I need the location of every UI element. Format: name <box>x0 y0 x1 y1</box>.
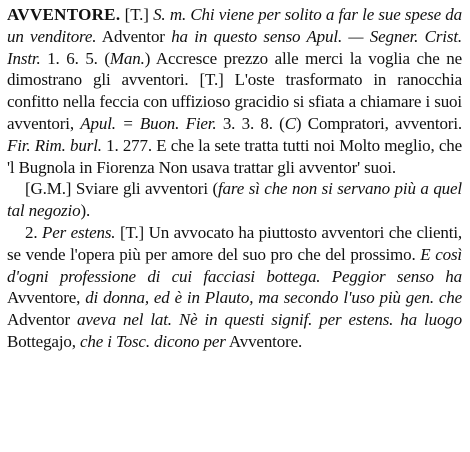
text-run: 3. 3. 8. ( <box>216 113 285 133</box>
italic-run: di donna, ed è in Plauto, ma secondo l'uso più gen. che <box>85 288 463 308</box>
text-run: [T.] <box>120 5 154 24</box>
text-run: 1. 277. E che la sete tratta tutti noi Molto meglio, che 'l Bugnola in Fiorenza Non usava trattar gli avventor' suoi. <box>7 135 463 177</box>
italic-run: Man. <box>109 48 145 68</box>
text-run: ) Compratori, avventori. <box>295 113 462 133</box>
text-run: ) Accresce prezzo alle merci la voglia che ne dimostrano gli avventori. [T.] L'oste trasformato in ranocchia confitto nella feccia con uffizioso gracidio si sfiata a chiamare i suoi avventori, <box>7 48 462 133</box>
text-run: Bottegajo, <box>7 331 80 351</box>
text-run: [G.M.] Sviare gli avventori ( <box>25 179 218 199</box>
italic-run: fare sì che non si servano più a quel tal negozio <box>7 179 462 221</box>
text-run: Avventore. <box>225 331 303 351</box>
italic-run: Fir. Rim. burl. <box>7 135 102 155</box>
italic-run: che i Tosc. dicono per <box>79 331 226 351</box>
text-run: Avventore, <box>7 288 86 308</box>
italic-run: S. m. Chi viene per solito a far le sue spese da un venditore. <box>7 5 462 46</box>
text-run: Adventor <box>96 26 172 46</box>
text-run: [T.] Un avvocato ha piuttosto avventori che clienti, se vende l'opera più per amore del suo pro che del prossimo. <box>7 222 462 264</box>
entry-paragraph-extended-sense <box>7 222 462 353</box>
italic-run: C <box>284 113 296 133</box>
entry-paragraph-main <box>7 4 462 178</box>
text-run: 2. <box>25 222 43 242</box>
text-run: ). <box>80 201 91 221</box>
italic-run: aveva nel lat. Nè in questi signif. per estens. ha luogo <box>77 310 462 330</box>
italic-run: E così d'ogni professione di cui facciasi bottega. Peggior senso ha <box>7 244 462 286</box>
text-run: Adventor <box>7 310 78 330</box>
text-run: 1. 6. 5. ( <box>40 48 110 68</box>
italic-run: Per estens. <box>42 222 116 242</box>
entry-paragraph-usage <box>7 178 462 222</box>
headword: AVVENTORE. <box>7 5 121 24</box>
italic-run: Apul. = Buon. Fier. <box>80 113 217 133</box>
italic-run: ha in questo senso Apul. — Segner. Crist. Instr. <box>7 26 462 68</box>
